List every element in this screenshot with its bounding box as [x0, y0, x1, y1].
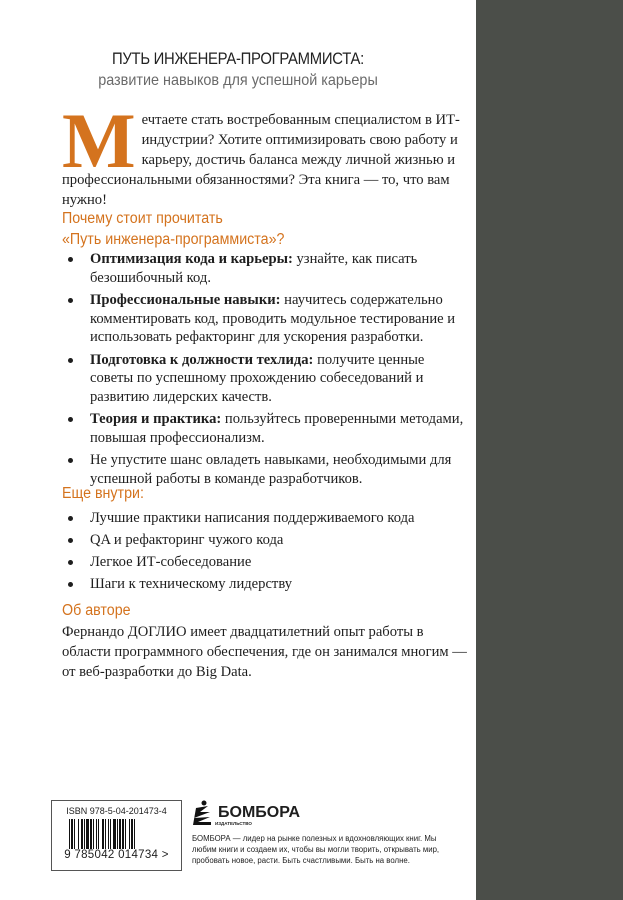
- publisher-name: БОМБОРА: [218, 804, 301, 821]
- drop-cap: М: [62, 97, 136, 184]
- list-item: [68, 351, 468, 407]
- list-item: [68, 291, 468, 347]
- isbn-text: ISBN 978-5-04-201473-4: [66, 806, 167, 816]
- author-text: Фернандо ДОГЛИО имеет двадцатилетний опыт работы в области программного обеспечения, где он занимался многим — от веб-разработки до Big Data.: [62, 624, 467, 680]
- why-list: [68, 250, 468, 492]
- book-subtitle: развитие навыков для успешной карьеры: [98, 72, 378, 89]
- item-text: Не упустите шанс овладеть навыками, необходимыми для успешной работы в команде разработчиков.: [90, 452, 452, 487]
- barcode-digits: 9 785042 014734 >: [52, 849, 181, 861]
- spine-strip: [476, 0, 623, 900]
- inside-list: [68, 509, 468, 597]
- barcode-bars: [69, 819, 181, 853]
- list-item: QA и рефакторинг чужого кода: [68, 531, 468, 550]
- list-item: Лучшие практики написания поддерживаемого кода: [68, 509, 468, 528]
- publisher-logo: [192, 800, 300, 826]
- inside-heading: Еще внутри:: [62, 485, 144, 502]
- publisher-logo-icon: [192, 800, 212, 826]
- barcode-box: [51, 800, 182, 871]
- item-bold: Подготовка к должности техлида:: [90, 351, 314, 368]
- publisher-blurb: БОМБОРА — лидер на рынке полезных и вдохновляющих книг. Мы любим книги и создаем их, чтобы вы могли творить, открывать мир, пробовать новое, расти. Быть счастливыми. Быть на волне.: [192, 834, 440, 865]
- book-title: ПУТЬ ИНЖЕНЕРА-ПРОГРАММИСТА:: [111, 50, 365, 68]
- barcode-bar: [134, 819, 135, 853]
- item-text: узнайте, как писать безошибочный код.: [90, 251, 418, 286]
- item-bold: Теория и практика:: [90, 411, 222, 427]
- list-item: Легкое ИТ-собеседование: [68, 553, 468, 572]
- list-item: [68, 250, 468, 287]
- intro-text: ечтаете стать востребованным специалистом в ИТ-индустрии? Хотите оптимизировать свою работу и карьеру, достичь баланса между личной жизнью и профессиональными обязанностями? Эта книга — то, что вам нужно!: [62, 112, 460, 208]
- publisher-sub: ИЗДАТЕЛЬСТВО: [215, 821, 252, 826]
- list-item: Шаги к техническому лидерству: [68, 575, 468, 594]
- item-bold: Оптимизация кода и карьеры:: [90, 251, 293, 267]
- item-text: получите ценные советы по успешному прохождению собеседований и развитию лидерских качеств.: [90, 351, 425, 405]
- author-heading: Об авторе: [62, 602, 131, 619]
- why-heading: [62, 208, 284, 250]
- list-item: [68, 410, 468, 447]
- why-heading-line2: «Путь инженера-программиста»?: [62, 231, 285, 248]
- why-heading-line1: Почему стоит прочитать: [62, 210, 223, 227]
- item-text: научитесь содержательно комментировать код, проводить модульное тестирование и использовать рефакторинг для ускорения разработки.: [90, 292, 456, 345]
- intro-paragraph: [62, 97, 467, 210]
- item-text: пользуйтесь проверенными методами, повышая профессионализм.: [90, 411, 464, 446]
- item-bold: Профессиональные навыки:: [90, 292, 281, 308]
